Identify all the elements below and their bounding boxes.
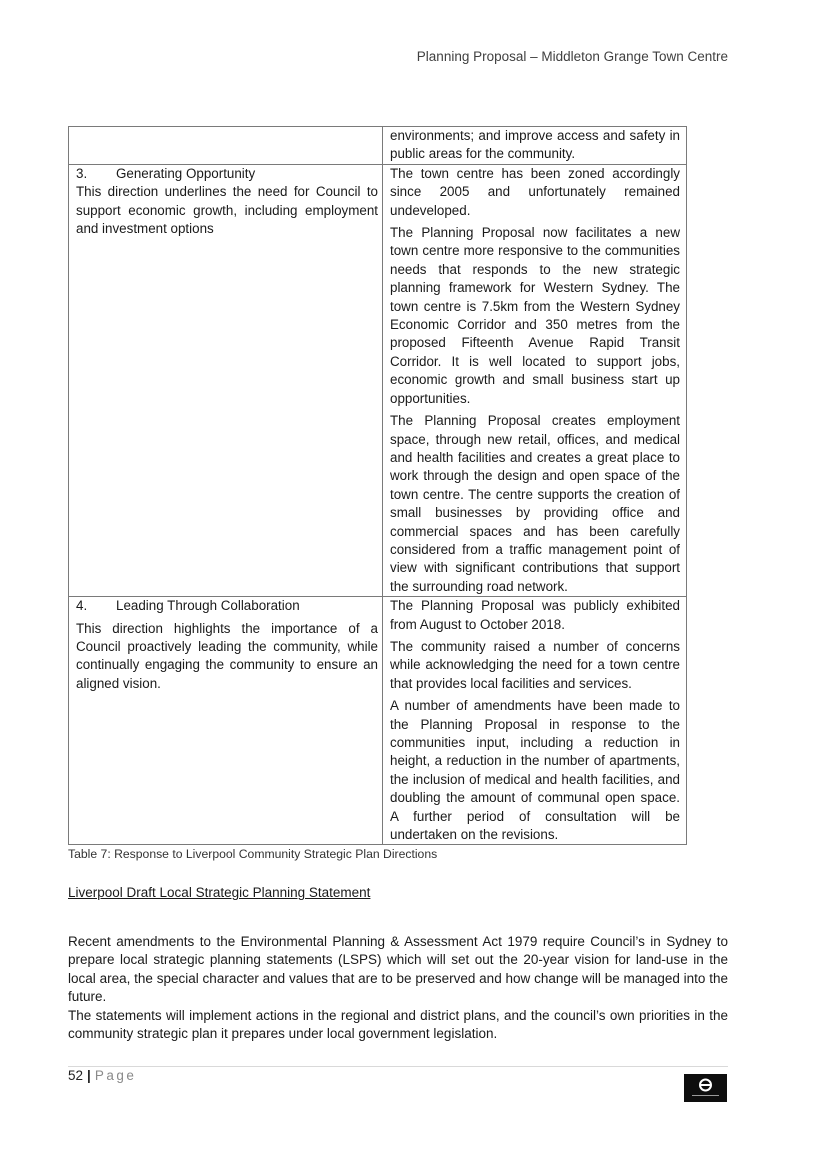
- direction-heading: [76, 165, 378, 183]
- page-header-title: Planning Proposal – Middleton Grange Town Centre: [416, 49, 728, 64]
- table-row: [69, 164, 687, 596]
- response-table: [68, 126, 687, 845]
- direction-description: This direction underlines the need for Council to support economic growth, including employment and investment options: [76, 184, 378, 237]
- page-number-footer: [68, 1068, 136, 1083]
- response-paragraph: A number of amendments have been made to the Planning Proposal in response to the communities input, including a reduction in height, a reduction in the number of apartments, the inclusion of medical and health facilities, and doubling the amount of communal open space. A further period of consultation will be undertaken on the revisions.: [390, 698, 680, 843]
- response-paragraph: The Planning Proposal creates employment space, through new retail, offices, and medical and health facilities and creates a great place to work through the design and open space of the town centre. The centre supports the creation of small businesses by providing office and commercial spaces and has been carefully considered from a traffic management point of view with significant contributions that support the surrounding road network.: [390, 413, 680, 594]
- response-cell: [383, 597, 687, 845]
- table-caption-label: Table 7: [68, 847, 108, 861]
- table-cell-empty: [69, 127, 383, 165]
- response-paragraph: The town centre has been zoned accordingly since 2005 and unfortunately remained undeveloped.: [390, 165, 680, 218]
- section-heading: Liverpool Draft Local Strategic Planning Statement: [68, 885, 371, 900]
- table-row: [69, 597, 687, 845]
- continuation-text: environments; and improve access and safety in public areas for the community.: [390, 128, 680, 162]
- footer-divider: [68, 1066, 728, 1067]
- response-paragraph: The community raised a number of concerns while acknowledging the need for a town centre that provides local facilities and services.: [390, 638, 680, 691]
- direction-heading: [76, 597, 378, 615]
- response-paragraph: The Planning Proposal was publicly exhibited from August to October 2018.: [390, 598, 680, 632]
- direction-number: 4.: [76, 598, 88, 614]
- body-paragraph: Recent amendments to the Environmental Planning & Assessment Act 1979 require Council’s in Sydney to prepare local strategic planning statements (LSPS) which will set out the 20-year vision for land-use in the local area, the special character and values that are to be preserved and how change will be managed into the future.: [68, 934, 728, 1005]
- direction-title: Leading Through Collaboration: [116, 598, 300, 614]
- page-separator: |: [87, 1068, 91, 1083]
- direction-cell: [69, 164, 383, 596]
- response-cell: [383, 164, 687, 596]
- table-caption-text: : Response to Liverpool Community Strategic Plan Directions: [107, 847, 438, 861]
- section-body: [68, 933, 728, 1043]
- direction-cell: [69, 597, 383, 845]
- direction-description: This direction highlights the importance of a Council proactively leading the community, while continually engaging the community to ensure an aligned vision.: [76, 620, 378, 691]
- page-number: 52: [68, 1068, 84, 1083]
- company-logo: [684, 1074, 727, 1102]
- table-caption: [68, 847, 437, 861]
- page-word: Page: [94, 1068, 137, 1083]
- body-paragraph: The statements will implement actions in the regional and district plans, and the council’s own priorities in the community strategic plan it prepares under local government legislation.: [68, 1007, 728, 1042]
- direction-title: Generating Opportunity: [116, 165, 256, 181]
- response-paragraph: The Planning Proposal now facilitates a new town centre more responsive to the communities needs that responds to the new strategic planning framework for Western Sydney. The town centre is 7.5km from the Western Sydney Economic Corridor and 350 metres from the proposed Fifteenth Avenue Rapid Transit Corridor. It is well located to support jobs, economic growth and small business start up opportunities.: [390, 225, 680, 406]
- table-cell-continuation: [383, 127, 687, 165]
- logo-mark-icon: [684, 1074, 727, 1102]
- direction-number: 3.: [76, 165, 88, 181]
- table-row: [69, 127, 687, 165]
